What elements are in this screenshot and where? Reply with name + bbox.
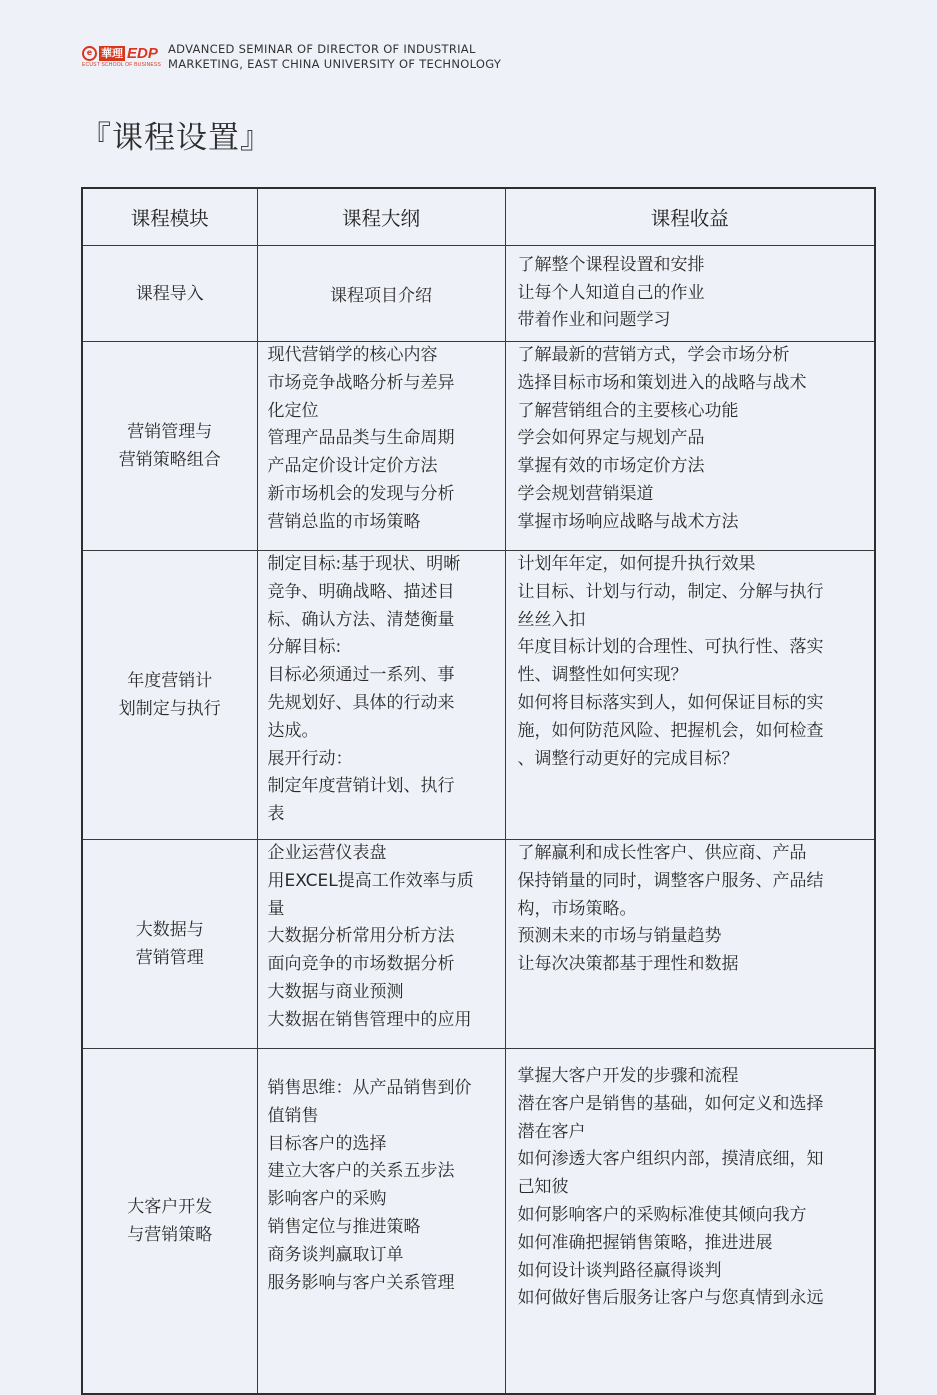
- outline-cell: [257, 246, 505, 342]
- outline-line: 市场竞争战略分析与差异: [267, 372, 455, 393]
- outline-line: 量: [267, 898, 285, 919]
- benefit-line: 让目标、计划与行动，制定、分解与执行: [517, 581, 824, 602]
- outline-line: 制定目标:基于现状、明晰: [267, 554, 461, 574]
- benefit-line: 让每个人知道自己的作业: [517, 282, 705, 303]
- outline-line: 影响客户的采购: [267, 1189, 387, 1210]
- benefit-line: 如何设计谈判路径赢得谈判: [517, 1260, 722, 1281]
- outline-line: 商务谈判赢取订单: [267, 1244, 404, 1265]
- benefits-cell: [505, 342, 875, 551]
- benefit-line: 了解最新的营销方式，学会市场分析: [517, 345, 790, 365]
- outline-line: 展开行动：: [267, 748, 353, 769]
- benefit-line: 、调整行动更好的完成目标？: [517, 748, 739, 769]
- benefits-cell: [505, 246, 875, 342]
- program-name-line: ADVANCED SEMINAR OF DIRECTOR OF INDUSTRIAL: [168, 42, 476, 56]
- module-line: 大数据与: [135, 920, 204, 940]
- table-row: [82, 551, 875, 840]
- outline-line: 表: [267, 804, 285, 825]
- benefit-line: 带着作业和问题学习: [517, 310, 671, 331]
- header-outline: 课程大纲: [257, 188, 505, 246]
- logo-mark: 華理: [101, 46, 123, 60]
- outline-line: 产品定价设计定价方法: [267, 456, 438, 477]
- program-name: [168, 42, 501, 72]
- outline-line: 新市场机会的发现与分析: [267, 483, 455, 504]
- module-cell: [82, 1049, 257, 1395]
- benefit-line: 学会如何界定与规划产品: [517, 428, 705, 449]
- ecust-edp-logo: [82, 46, 160, 69]
- table-row: [82, 1049, 875, 1395]
- benefit-line: 施，如何防范风险、把握机会，如何检查: [517, 720, 824, 741]
- outline-line: 用EXCEL提高工作效率与质: [267, 870, 474, 891]
- outline-cell: [257, 840, 505, 1049]
- module-line: 课程导入: [135, 283, 204, 304]
- logo-edp: EDP: [127, 44, 158, 62]
- outline-line: 先规划好、具体的行动来: [267, 692, 455, 713]
- table-row: [82, 342, 875, 551]
- benefit-line: 潜在客户: [517, 1121, 586, 1142]
- module-line: 营销策略组合: [118, 450, 221, 470]
- benefit-line: 预测未来的市场与销量趋势: [517, 926, 722, 947]
- benefit-line: 如何准确把握销售策略，推进进展: [517, 1232, 773, 1253]
- outline-line: 达成。: [267, 720, 319, 741]
- outline-line: 分解目标:: [267, 637, 342, 658]
- table-row: [82, 246, 875, 342]
- outline-line: 目标必须通过一系列、事: [267, 665, 455, 686]
- benefit-line: 选择目标市场和策划进入的战略与战术: [517, 372, 807, 393]
- benefit-line: 掌握大客户开发的步骤和流程: [517, 1066, 739, 1086]
- module-line: 年度营销计: [127, 671, 213, 691]
- outline-line: 大数据在销售管理中的应用: [267, 1009, 472, 1030]
- outline-line: 课程项目介绍: [330, 286, 432, 306]
- logo-subtitle: ECUST SCHOOL OF BUSINESS: [82, 61, 161, 68]
- benefits-cell: [505, 1049, 875, 1395]
- outline-line: 建立大客户的关系五步法: [267, 1161, 455, 1182]
- module-cell: [82, 551, 257, 840]
- outline-line: 面向竞争的市场数据分析: [267, 954, 455, 975]
- module-cell: [82, 246, 257, 342]
- header-benefits: 课程收益: [505, 188, 875, 246]
- benefit-line: 让每次决策都基于理性和数据: [517, 954, 739, 975]
- program-name-line: MARKETING, EAST CHINA UNIVERSITY OF TECHNOLOGY: [168, 57, 502, 71]
- outline-cell: [257, 551, 505, 840]
- benefit-line: 如何影响客户的采购标准使其倾向我方: [517, 1204, 807, 1225]
- outline-line: 大数据与商业预测: [267, 981, 404, 1002]
- module-line: 大客户开发: [127, 1197, 213, 1217]
- benefit-line: 构，市场策略。: [517, 898, 637, 919]
- outline-line: 大数据分析常用分析方法: [267, 926, 455, 947]
- benefit-line: 保持销量的同时，调整客户服务、产品结: [517, 870, 824, 891]
- benefit-line: 了解赢利和成长性客户、供应商、产品: [517, 843, 807, 863]
- table-header-row: [82, 188, 875, 246]
- outline-cell: [257, 1049, 505, 1395]
- module-line: 划制定与执行: [118, 699, 221, 719]
- benefit-line: 潜在客户是销售的基础，如何定义和选择: [517, 1093, 824, 1114]
- benefit-line: 了解整个课程设置和安排: [517, 254, 705, 275]
- outline-line: 企业运营仪表盘: [267, 843, 387, 863]
- benefit-line: 年度目标计划的合理性、可执行性、落实: [517, 637, 824, 658]
- outline-line: 标、确认方法、清楚衡量: [267, 609, 455, 630]
- table-row: [82, 840, 875, 1049]
- outline-line: 营销总监的市场策略: [267, 511, 421, 532]
- header: [82, 40, 501, 74]
- outline-line: 化定位: [267, 400, 319, 421]
- benefit-line: 如何将目标落实到人，如何保证目标的实: [517, 692, 824, 713]
- outline-cell: [257, 342, 505, 551]
- benefit-line: 计划年年定，如何提升执行效果: [517, 554, 756, 574]
- module-line: 与营销策略: [127, 1225, 213, 1245]
- outline-line: 销售定位与推进策略: [267, 1216, 421, 1237]
- header-module: 课程模块: [82, 188, 257, 246]
- benefits-cell: [505, 551, 875, 840]
- benefits-cell: [505, 840, 875, 1049]
- outline-line: 管理产品品类与生命周期: [267, 428, 455, 449]
- benefit-line: 了解营销组合的主要核心功能: [517, 400, 739, 421]
- module-line: 营销管理与: [127, 422, 213, 442]
- benefit-line: 丝丝入扣: [517, 609, 586, 630]
- logo-circle-icon: e: [82, 46, 97, 61]
- benefit-line: 如何做好售后服务让客户与您真情到永远: [517, 1288, 824, 1309]
- outline-line: 目标客户的选择: [267, 1133, 387, 1154]
- module-line: 营销管理: [135, 948, 204, 968]
- outline-line: 销售思维：从产品销售到价: [267, 1078, 472, 1098]
- outline-line: 现代营销学的核心内容: [267, 345, 438, 365]
- benefit-line: 性、调整性如何实现？: [517, 665, 688, 686]
- module-cell: [82, 342, 257, 551]
- outline-line: 竞争、明确战略、描述目: [267, 581, 455, 602]
- outline-line: 制定年度营销计划、执行: [267, 776, 455, 797]
- page-title: 『课程设置』: [80, 120, 272, 156]
- benefit-line: 学会规划营销渠道: [517, 483, 654, 504]
- course-table: [81, 187, 876, 1395]
- outline-line: 服务影响与客户关系管理: [267, 1272, 455, 1293]
- benefit-line: 己知彼: [517, 1177, 569, 1198]
- benefit-line: 掌握市场响应战略与战术方法: [517, 511, 739, 532]
- benefit-line: 如何渗透大客户组织内部，摸清底细，知: [517, 1149, 824, 1170]
- outline-line: 值销售: [267, 1105, 319, 1126]
- benefit-line: 掌握有效的市场定价方法: [517, 456, 705, 477]
- module-cell: [82, 840, 257, 1049]
